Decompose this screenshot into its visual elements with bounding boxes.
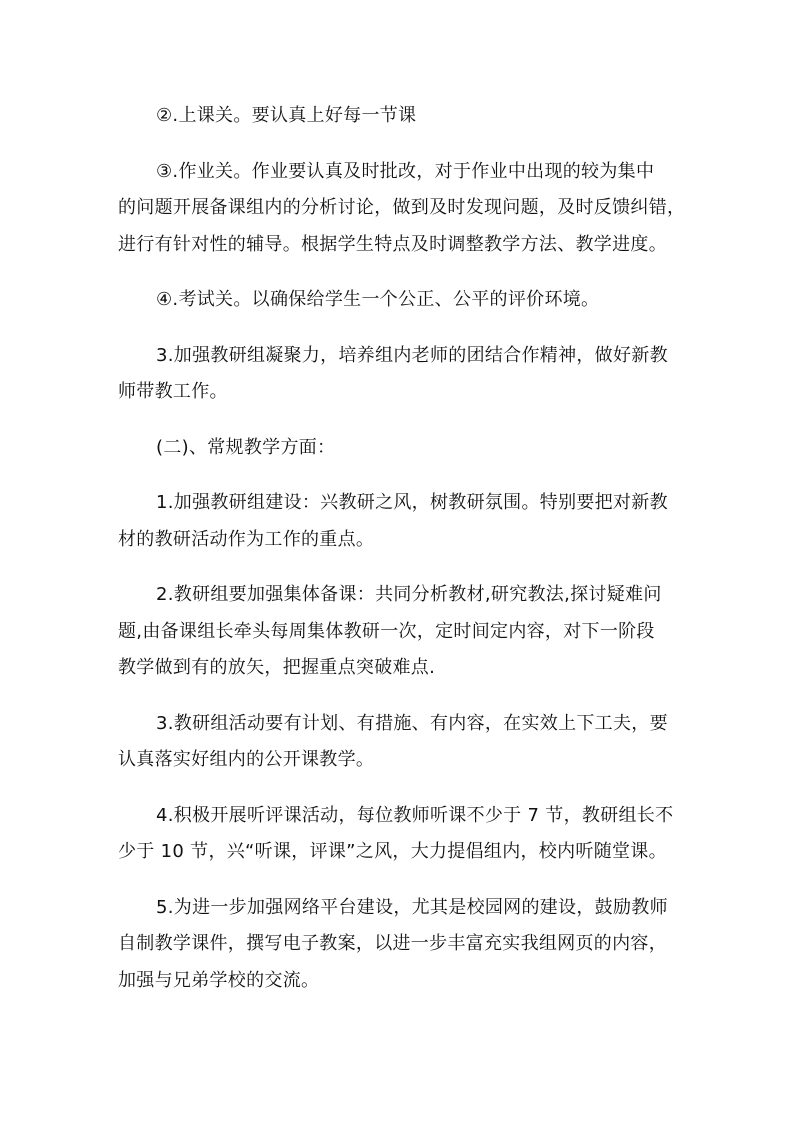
- section-heading-routine-teaching: [118, 430, 678, 467]
- text-line: 3.教研组活动要有计划、有措施、有内容，在实效上下工夫，要: [156, 712, 668, 734]
- text-line: 进行有针对性的辅导。根据学生特点及时调整教学方法、教学进度。: [118, 233, 667, 255]
- text-line: 3.加强教研组凝聚力，培养组内老师的团结合作精神，做好新教: [156, 344, 668, 366]
- text-line: 题,由备课组长牵头每周集体教研一次，定时间定内容，对下一阶段: [118, 620, 655, 642]
- paragraph-lesson-observation: [118, 798, 678, 871]
- text-line: 4.积极开展听评课活动，每位教师听课不少于 7 节，教研组长不: [156, 804, 674, 826]
- text-line: 自制教学课件，撰写电子教案，以进一步丰富充实我组网页的内容，: [118, 933, 667, 954]
- text-line: 材的教研活动作为工作的重点。: [118, 528, 375, 550]
- paragraph-cohesion: [118, 338, 678, 411]
- text-line: 少于 10 节，兴“听课，评课”之风，大力提倡组内，校内听随堂课。: [118, 841, 667, 862]
- text-line: (二)、常规教学方面：: [156, 436, 336, 458]
- paragraph-group-activities: [118, 706, 678, 779]
- paragraph-group-building: [118, 485, 678, 558]
- text-line: ③.作业关。作业要认真及时批改，对于作业中出现的较为集中: [156, 160, 655, 182]
- text-line: 1.加强教研组建设：兴教研之风，树教研氛围。特别要把对新教: [156, 492, 668, 513]
- paragraph-collective-lesson-prep: [118, 577, 678, 687]
- text-line: 认真落实好组内的公开课教学。: [118, 749, 375, 770]
- document-body: [118, 98, 686, 1018]
- text-line: 5.为进一步加强网络平台建设，尤其是校园网的建设，鼓励教师: [156, 896, 668, 918]
- text-line: 师带教工作。: [118, 381, 228, 402]
- text-line: 加强与兄弟学校的交流。: [118, 969, 320, 991]
- text-line: ②.上课关。要认真上好每一节课: [156, 105, 417, 126]
- paragraph-class-check: [118, 98, 678, 135]
- text-line: 教学做到有的放矢，把握重点突破难点.: [118, 657, 436, 678]
- paragraph-homework-check: [118, 154, 686, 264]
- text-line: ④.考试关。以确保给学生一个公正、公平的评价环境。: [156, 289, 600, 310]
- paragraph-network-platform: [118, 890, 678, 1000]
- text-line: 2.教研组要加强集体备课：共同分析教材,研究教法,探讨疑难问: [156, 584, 662, 605]
- paragraph-exam-check: [118, 282, 678, 319]
- text-line: 的问题开展备课组内的分析讨论，做到及时发现问题，及时反馈纠错，: [118, 197, 686, 218]
